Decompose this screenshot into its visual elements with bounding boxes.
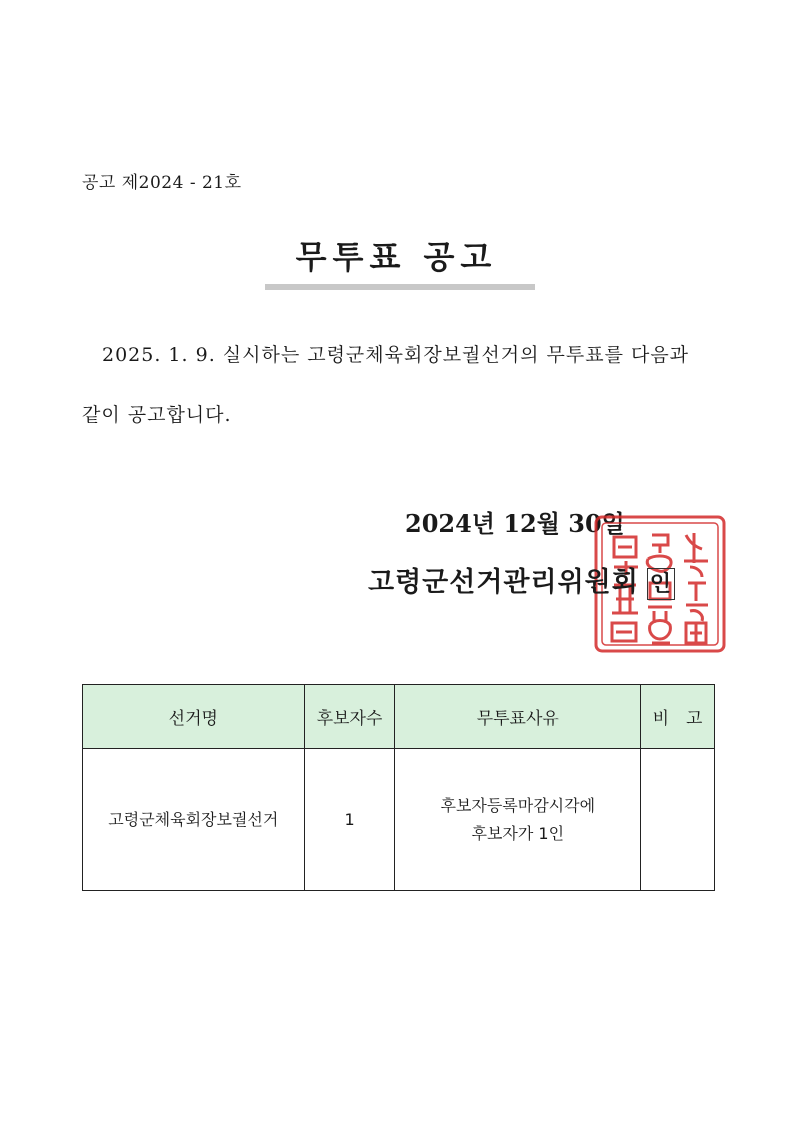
body-text-line-2: 같이 공고합니다.: [82, 404, 232, 426]
reason-line-1: 후보자등록마감시각에: [440, 795, 596, 815]
table-row: [83, 749, 715, 891]
title-underline: [265, 284, 535, 290]
header-reason: 무투표사유: [395, 685, 641, 749]
election-info-table: [82, 684, 715, 891]
table-header-row: [83, 685, 715, 749]
page-title: 무투표 공고: [295, 238, 498, 276]
header-candidate-count: 후보자수: [304, 685, 395, 749]
cell-candidate-count: 1: [304, 749, 395, 891]
organization-name: 고령군선거관리위원회: [368, 567, 639, 598]
cell-election-name: 고령군체육회장보궐선거: [83, 749, 305, 891]
cell-reason: [395, 749, 641, 891]
body-text-line-1: 2025. 1. 9. 실시하는 고령군체육회장보궐선거의 무투표를 다음과: [102, 344, 690, 366]
organization-signature: [368, 560, 675, 600]
header-election-name: 선거명: [83, 685, 305, 749]
notice-date: 2024년 12월 30일: [405, 509, 625, 538]
notice-number: 공고 제2024 - 21호: [82, 173, 242, 193]
seal-mark: 인: [647, 568, 675, 600]
header-remarks: 비 고: [641, 685, 715, 749]
reason-line-2: 후보자가 1인: [471, 823, 565, 843]
cell-remarks: [641, 749, 715, 891]
